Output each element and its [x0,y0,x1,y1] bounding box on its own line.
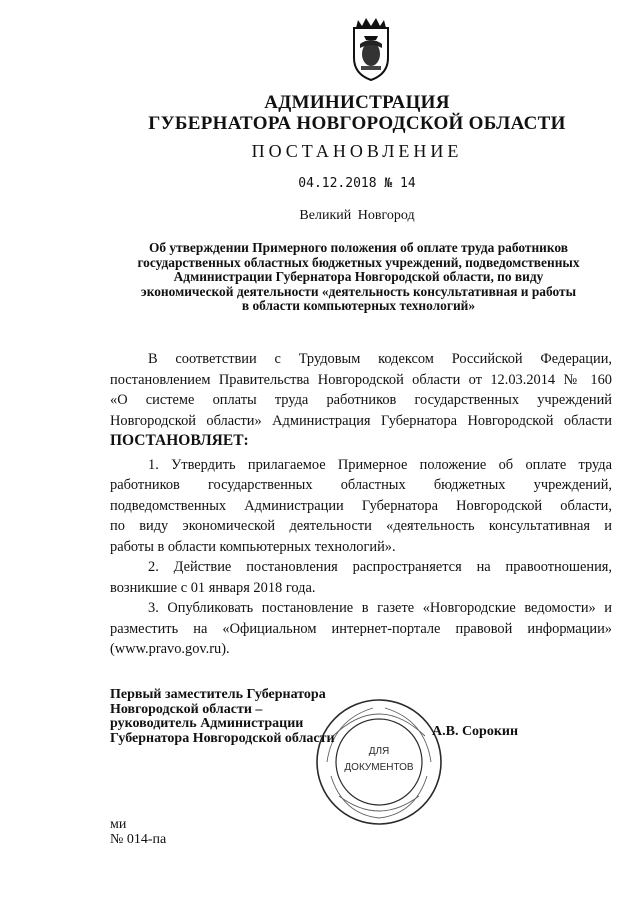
decree-word: ПОСТАНОВЛЯЕТ: [110,432,249,449]
coat-of-arms-icon [346,14,396,84]
signer-line: Новгородской области – [110,701,263,717]
body-line: 2. Действие постановления распространяется на правоотношения, [148,559,612,575]
title-line: экономической деятельности «деятельность консультативная и работы [140,283,577,299]
title-line: Об утверждении Примерного положения об оплате труда работников [148,240,569,255]
body-line: 1. Утвердить прилагаемое Примерное положение об оплате труда [148,456,612,473]
body-line: работников государственных областных бюджетных учреждений, [110,477,612,493]
signer-name: А.В. Сорокин [432,724,519,739]
signer-line: руководитель Администрации [110,716,304,731]
signer-line: Губернатора Новгородской области [110,730,335,746]
body-line: работы в области компьютерных технологий». [110,538,396,555]
executor-initials: ми [110,817,127,832]
header-line-1: АДМИНИСТРАЦИЯ [264,92,450,113]
body-line: возникшие с 01 января 2018 года. [110,579,316,596]
header-line-2: ГУБЕРНАТОРА НОВГОРОДСКОЙ ОБЛАСТИ [148,113,566,134]
body-line: В соответствии с Трудовым кодексом Российской Федерации, [148,351,612,367]
document-type: ПОСТАНОВЛЕНИЕ [251,141,463,161]
footer [110,817,166,847]
body-line: подведомственных Администрации Губернатора Новгородской области, [110,497,612,514]
body-line: Новгородской области» Администрация Губернатора Новгородской области [110,412,612,429]
registration-number: № 014-па [110,832,167,847]
date-and-number: 04.12.2018 № 14 [298,176,416,191]
stamp-text-line-1: ДЛЯ [368,746,390,757]
city: Великий Новгород [299,208,415,223]
body-line: 3. Опубликовать постановление в газете «Новгородские ведомости» и [148,600,612,616]
document-title [106,241,611,314]
stamp-text-line-2: ДОКУМЕНТОВ [344,762,414,773]
document-body [110,349,612,660]
title-line: в области компьютерных технологий» [241,298,476,313]
body-line: постановлением Правительства Новгородской области от 12.03.2014 № 160 [110,371,612,388]
signer-position [110,688,430,746]
body-line: «О системе оплаты труда работников государственных учреждений [110,392,612,408]
body-line: по виду экономической деятельности «деятельность консультативная и [110,518,612,534]
body-line: (www.pravo.gov.ru). [110,641,230,657]
title-line: Администрации Губернатора Новгородской области, по виду [173,269,544,284]
body-line: разместить на «Официальном интернет-портале правовой информации» [110,620,612,637]
signer-line: Первый заместитель Губернатора [110,687,326,702]
title-line: государственных областных бюджетных учреждений, подведомственных [137,254,580,270]
